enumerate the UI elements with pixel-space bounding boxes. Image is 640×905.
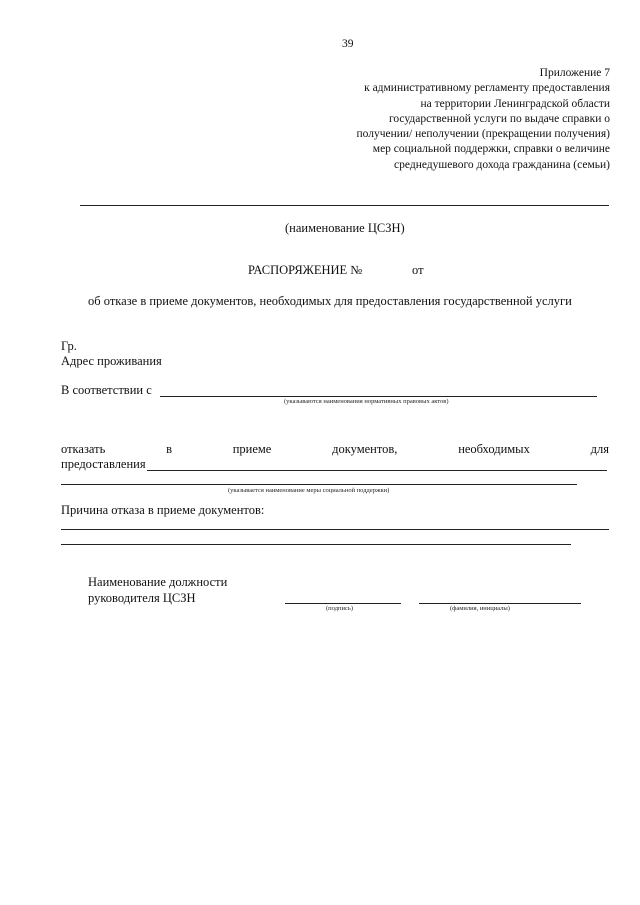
refuse-word: в bbox=[166, 442, 172, 456]
appendix-line: мер социальной поддержки, справки о величине bbox=[372, 143, 610, 156]
provision-caption: (указывается наименование меры социальной поддержки) bbox=[228, 487, 390, 494]
name-caption: (фамилия, инициалы) bbox=[450, 605, 510, 612]
refuse-word: для bbox=[590, 442, 609, 456]
page-number: 39 bbox=[342, 38, 354, 50]
order-date-prefix: от bbox=[412, 263, 424, 277]
basis-field-line[interactable] bbox=[160, 396, 597, 397]
appendix-line: среднедушевого дохода гражданина (семьи) bbox=[394, 158, 610, 171]
appendix-block bbox=[356, 66, 610, 173]
reason-field-line[interactable] bbox=[61, 529, 609, 530]
order-subject: об отказе в приеме документов, необходимых для предоставления государственной услуги bbox=[88, 294, 572, 308]
position-title: Наименование должности bbox=[88, 575, 228, 589]
appendix-line: государственной услуги по выдаче справки о bbox=[388, 112, 610, 125]
refuse-line bbox=[61, 442, 609, 457]
basis-caption: (указываются наименования нормативных правовых актов) bbox=[284, 398, 449, 405]
reason-field-line-2[interactable] bbox=[61, 544, 571, 545]
citizen-label: Гр. bbox=[61, 339, 77, 353]
appendix-line: на территории Ленинградской области bbox=[420, 97, 610, 110]
org-caption: (наименование ЦСЗН) bbox=[285, 221, 405, 235]
refuse-word: отказать bbox=[61, 442, 106, 456]
appendix-line: Приложение 7 bbox=[539, 67, 610, 79]
order-title: РАСПОРЯЖЕНИЕ № bbox=[248, 263, 363, 277]
position-title-2: руководителя ЦСЗН bbox=[88, 591, 196, 605]
basis-label: В соответствии с bbox=[61, 383, 152, 397]
refuse-word: приеме bbox=[232, 442, 272, 456]
address-label: Адрес проживания bbox=[61, 354, 162, 368]
refuse-word: необходимых bbox=[458, 442, 530, 456]
signature-caption: (подпись) bbox=[326, 605, 353, 612]
reason-label: Причина отказа в приеме документов: bbox=[61, 503, 265, 517]
appendix-line: получении/ неполучении (прекращении получения) bbox=[356, 128, 610, 141]
signature-line[interactable] bbox=[285, 603, 401, 604]
provision-label: предоставления bbox=[61, 457, 146, 471]
appendix-line: к административному регламенту предоставления bbox=[364, 82, 610, 95]
org-name-line[interactable] bbox=[80, 205, 609, 206]
provision-field-line[interactable] bbox=[147, 470, 607, 471]
name-line[interactable] bbox=[419, 603, 581, 604]
refuse-word: документов, bbox=[332, 442, 398, 456]
provision-field-line-2[interactable] bbox=[61, 484, 577, 485]
